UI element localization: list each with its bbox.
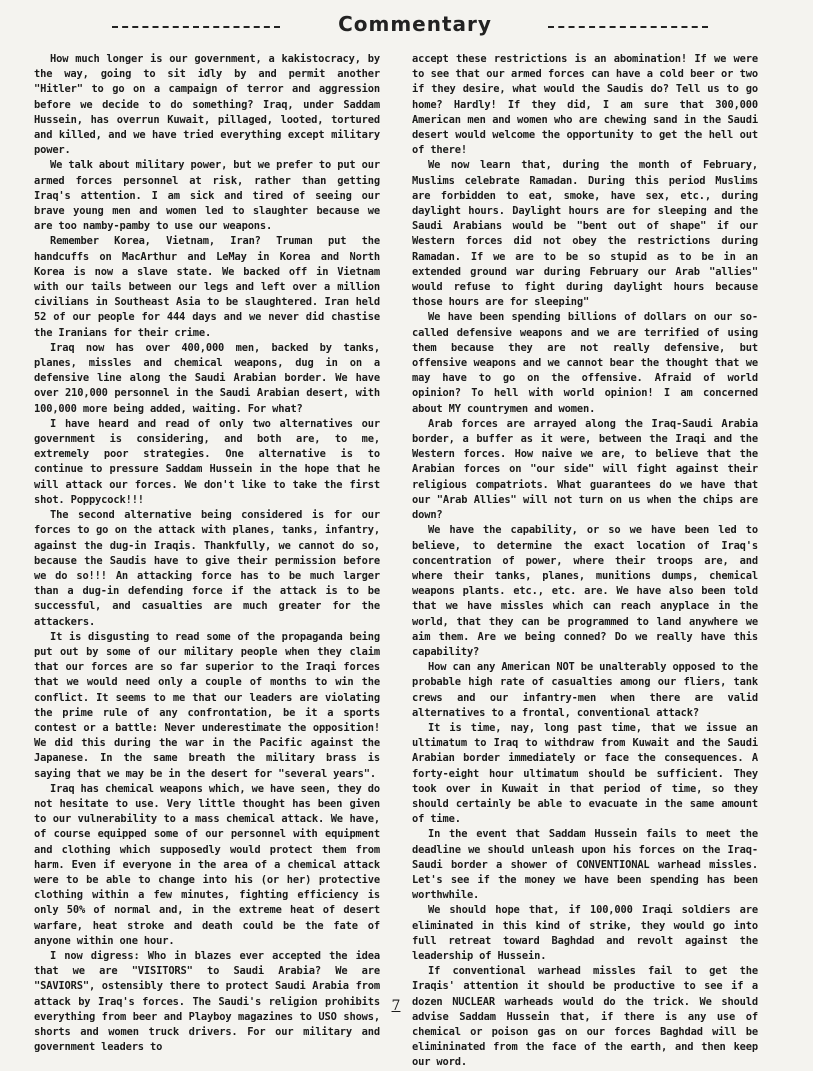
page-header [0,12,813,40]
paragraph: accept these restrictions is an abomination! If we were to see that our armed forces can have a cold beer or two if they desire, what would the Saudis do? Tell us to go home? Hardly! If they did, I am sure that 300,000 American men and women who are chewing sand in the Saudi desert would welcome the opportunity to get the hell out of there! [412,53,758,157]
right-column [412,52,758,1071]
paragraph: It is disgusting to read some of the propaganda being put out by some of our military people when they claim that our forces are so far superior to the Iraqi forces that we would need only a couple of months to win the conflict. It seems to me that our leaders are violating the prime rule of any confrontation, be it a sports contest or a battle: Never underestimate the opposition! We did this during the war in the Pacific against the Japanese. In the same breath the military brass is saying that we may be in the desert for "several years". [34,630,380,780]
left-column [34,52,380,1055]
paragraph: Remember Korea, Vietnam, Iran? Truman put the handcuffs on MacArthur and LeMay in Korea and North Korea is now a slave state. We backed off in Vietnam with our tails between our legs and left over a million civilians in Southeast Asia to be slaughtered. Iran held 52 of our people for 444 days and we never did chastise the Iranians for their crime. [34,235,380,339]
section-title: Commentary [338,12,492,36]
paragraph: It is time, nay, long past time, that we issue an ultimatum to Iraq to withdraw from Kuwait and the Saudi Arabian border immediately or face the consequences. A forty-eight hour ultimatum should be sufficient. They took over in Kuwait in that period of time, so they should certainly be able to evacuate in the same amount of time. [412,721,758,826]
paragraph: We have been spending billions of dollars on our so-called defensive weapons and we are terrified of using them because they are not really defensive, but offensive weapons and we cannot bear the thought that we may have to go on the offensive. Afraid of world opinion? To hell with world opinion! I am concerned about MY countrymen and women. [412,311,758,415]
paragraph: If conventional warhead missles fail to get the Iraqis' attention it should be productive to see if a dozen NUCLEAR warheads would do the trick. We should advise Saddam Hussein that, if there is any use of chemical or poison gas on our forces Baghdad will be elimininated from the face of the earth, and then keep our word. [412,965,758,1069]
paragraph: I now digress: Who in blazes ever accepted the idea that we are "VISITORS" to Saudi Arabia? We are "SAVIORS", ostensibly there to protect Saudi Arabia from attack by Iraq's forces. The Saudi's religion prohibits everything from beer and Playboy magazines to USO shows, shorts and women truck drivers. For our military and government leaders to [34,949,380,1054]
binding-mark [2,528,24,534]
paragraph: We have the capability, or so we have been led to believe, to determine the exact location of Iraq's concentration of power, where their troops are, and where their tanks, planes, munitions dumps, chemical weapons plants. etc., etc. are. We have also been told that we have missles which can reach anyplace in the world, that they can be programmed to land anywhere we aim them. Are we being conned? Do we really have this capability? [412,524,758,658]
paragraph: Iraq now has over 400,000 men, backed by tanks, planes, missles and chemical weapons, dug in on a defensive line along the Saudi Arabian border. We have over 210,000 personnel in the Saudi Arabian desert, with 100,000 more being added, waiting. For what? [34,341,380,415]
paragraph: I have heard and read of only two alternatives our government is considering, and both are, to me, extremely poor strategies. One alternative is to continue to pressure Saddam Hussein in the hope that he will attack our forces. We don't like to take the first shot. Poppycock!!! [34,417,380,506]
paragraph: The second alternative being considered is for our forces to go on the attack with planes, tanks, infantry, against the dug-in Iraqis. Thankfully, we cannot do so, because the Saudis have to give their permission before we do so!!! An attacking force has to be much larger than a dug-in defending force if the attack is to be successful, and casualties are much greater for the attackers. [34,509,380,628]
header-rule-left [112,26,280,28]
binding-mark [2,936,24,942]
paragraph: Arab forces are arrayed along the Iraq-Saudi Arabia border, a buffer as it were, between the Iraqi and the Western forces. How naive we are, to believe that the Arabian forces on "our side" will fight against their religious compatriots. What guarantees do we have that our "Arab Allies" will not turn on us when the chips are down? [412,417,758,522]
header-rule-right [548,26,708,28]
binding-mark [2,116,24,122]
paragraph: We now learn that, during the month of February, Muslims celebrate Ramadan. During this period Muslims are forbidden to eat, smoke, have sex, etc., during daylight hours. Daylight hours are for sleeping and the Saudi Arabians would be "bent out of shape" if our Western forces did not obey the restrictions during Ramadan. If we are to be so stupid as to be in an extended ground war during February our Arab "allies" would refuse to fight during daylight hours because those hours are for sleeping" [412,159,758,309]
paragraph: We should hope that, if 100,000 Iraqi soldiers are eliminated in this kind of strike, they would go into full retreat toward Baghdad and revolt against the leadership of Hussein. [412,904,758,962]
paragraph: How can any American NOT be unalterably opposed to the probable high rate of casualties among our fliers, tank crews and our infantry-men when there are valid alternatives to a frontal, conventional attack? [412,661,758,719]
paragraph: How much longer is our government, a kakistocracy, by the way, going to sit idly by and permit another "Hitler" to go on a campaign of terror and aggression before we decide to do something? Iraq, under Saddam Hussein, has overrun Kuwait, pillaged, looted, tortured and killed, and we have tried everything except military power. [34,53,380,157]
paragraph: In the event that Saddam Hussein fails to meet the deadline we should unleash upon his forces on the Iraq-Saudi border a shower of CONVENTIONAL warhead missles. Let's see if the money we have been spending has been worthwhile. [412,828,758,902]
page-number: 7 [391,998,401,1014]
paragraph: Iraq has chemical weapons which, we have seen, they do not hesitate to use. Very little thought has been given to our vulnerability to a mass chemical attack. We have, of course equipped some of our personnel with equipment and clothing which supposedly would protect them from harm. Even if everyone in the area of a chemical attack were to be able to change into his (or her) protective clothing within a few minutes, fighting efficiency is only 50% of normal and, in the extreme heat of desert warfare, heat stroke and death could be the fate of anyone within one hour. [34,782,380,947]
paragraph: We talk about military power, but we prefer to put our armed forces personnel at risk, rather than getting Iraq's attention. I am sick and tired of seeing our brave young men and women led to slaughter because we are too namby-pamby to use our weapons. [34,159,380,233]
